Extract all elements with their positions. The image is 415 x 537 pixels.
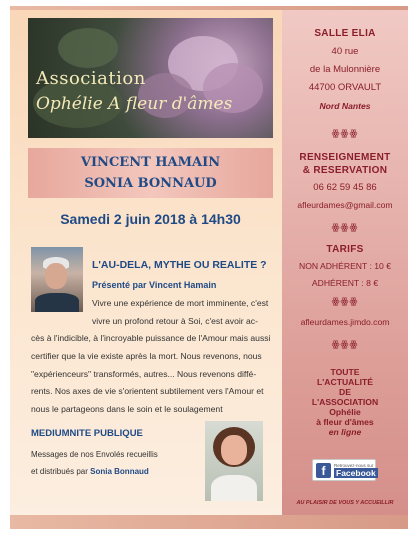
text-line: Messages de nos Envolés recueillis	[31, 450, 158, 459]
speaker-name-1: VINCENT HAMAIN	[80, 155, 221, 170]
banner-title-line1: Association	[36, 68, 146, 89]
news-line7: en ligne	[328, 427, 362, 437]
news-line5: Ophélie	[329, 407, 361, 417]
speaker-name-2: SONIA BONNAUD	[84, 176, 217, 191]
news-line6: à fleur d'âmes	[316, 417, 374, 427]
website-link[interactable]: afleurdames.jimdo.com	[300, 317, 390, 327]
text-line: vivre un profond retour à Soi, c'est avoir ac-	[92, 315, 258, 326]
separator: ꙮꙮꙮ	[331, 296, 359, 306]
sonia-photo	[205, 421, 263, 501]
price-member: ADHÉRENT : 8 €	[311, 278, 379, 288]
talk-title: L'AU-DELA, MYTHE OU REALITE ?	[92, 259, 267, 271]
email-link[interactable]: afleurdames@gmail.com	[297, 200, 393, 210]
mediumnite-description	[31, 446, 196, 480]
text-line: certifier que la vie existe après la mort. Nous revenons, nous	[31, 350, 262, 361]
association-banner	[28, 18, 273, 138]
text-line: cès à l'indicible, à l'incroyable puissance de l'Amour mais aussi	[31, 333, 271, 343]
phone-number: 06 62 59 45 86	[313, 182, 377, 193]
news-line3: DE	[339, 387, 351, 397]
text-line: "expérienceurs" transformés, autres... Nous revenons diffé-	[31, 368, 257, 379]
info-sidebar	[282, 10, 408, 515]
info-title-line1: RENSEIGNEMENT	[299, 152, 391, 163]
news-line1: TOUTE	[330, 367, 360, 377]
price-non-member: NON ADHÉRENT : 10 €	[298, 261, 391, 271]
facebook-small-text: Retrouvez-nous sur	[334, 463, 374, 468]
banner-title-line2: Ophélie A fleur d'âmes	[36, 94, 233, 114]
venue-address-line1: 40 rue	[331, 46, 359, 57]
mediumnite-title: MEDIUMNITE PUBLIQUE	[31, 428, 143, 439]
news-line4: L'ASSOCIATION	[311, 397, 379, 407]
talk-description-bottom	[31, 330, 276, 419]
bottom-decorative-band	[10, 515, 408, 529]
venue-region: Nord Nantes	[319, 101, 371, 111]
info-title-line2: & RESERVATION	[302, 165, 388, 176]
closing-tagline: AU PLAISIR DE VOUS Y ACCUEILLIR	[296, 500, 394, 506]
text-line: et distribués par Sonia Bonnaud	[31, 467, 149, 476]
separator: ꙮꙮꙮ	[331, 128, 359, 138]
separator: ꙮꙮꙮ	[331, 222, 359, 232]
facebook-label: Facebook	[336, 468, 376, 478]
text-line: nous le partageons dans le soin et le soulagement	[31, 404, 223, 415]
speaker-names-bar	[28, 148, 273, 198]
separator: ꙮꙮꙮ	[331, 339, 359, 349]
venue-title: SALLE ELIA	[314, 28, 376, 39]
tarifs-title: TARIFS	[326, 244, 364, 255]
venue-address-line3: 44700 ORVAULT	[308, 82, 382, 93]
text-line: rents. Nos axes de vie s'orientent subtilement vers l'Amour et	[31, 386, 264, 397]
facebook-button[interactable]	[312, 459, 376, 481]
vincent-photo	[31, 247, 83, 312]
text-line: Vivre une expérience de mort imminente, c'est	[92, 298, 269, 308]
event-date: Samedi 2 juin 2018 à 14h30	[60, 211, 241, 227]
venue-address-line2: de la Mulonnière	[309, 64, 381, 75]
talk-description-top	[92, 295, 272, 331]
news-line2: L'ACTUALITÉ	[317, 377, 373, 387]
mediumnite-presenter: Sonia Bonnaud	[90, 467, 149, 476]
facebook-icon: f	[316, 463, 331, 478]
talk-presenter: Présenté par Vincent Hamain	[92, 280, 217, 290]
